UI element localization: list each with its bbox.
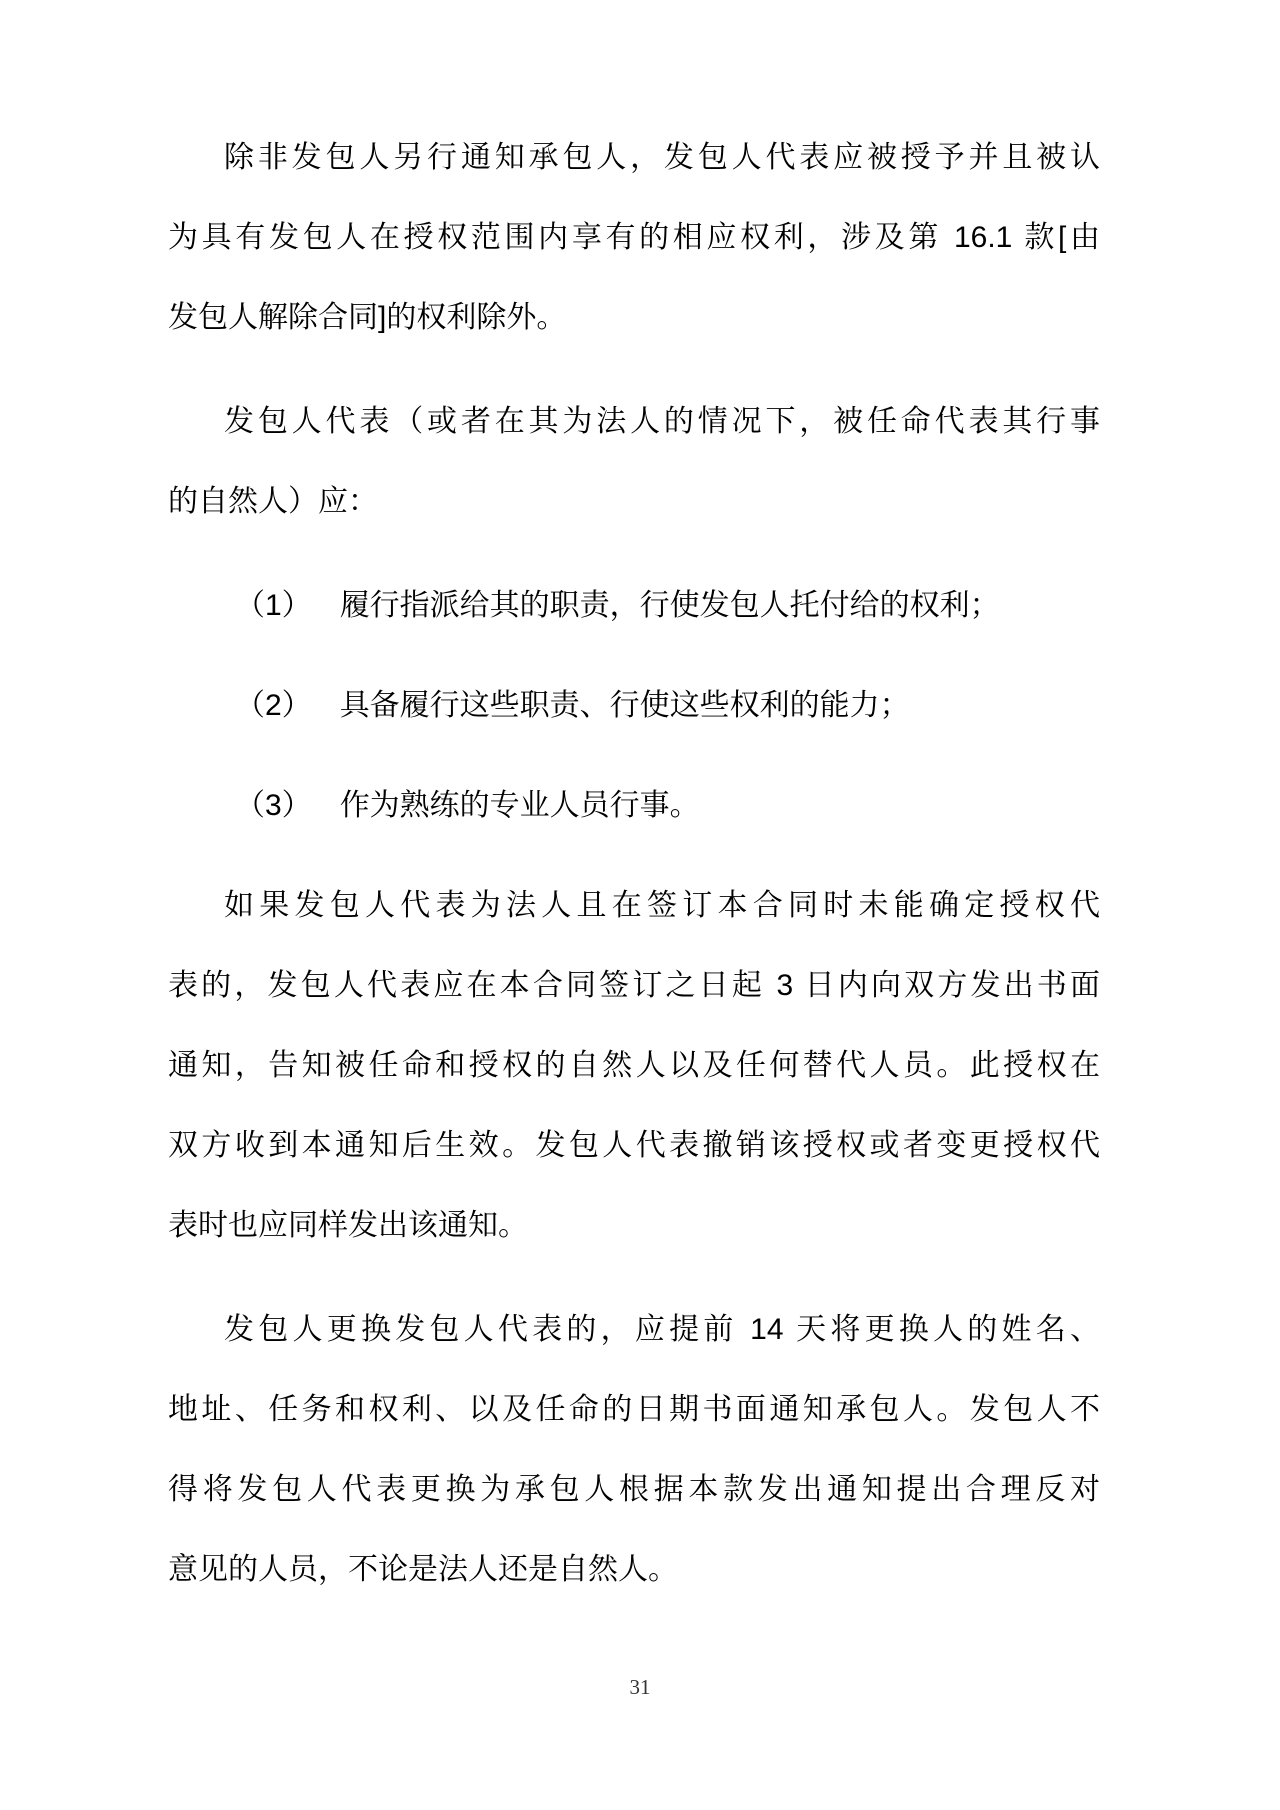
text-line: 得将发包人代表更换为承包人根据本款发出通知提出合理反对 [168,1473,1100,1506]
list-item-text: 具备履行这些职责、行使这些权利的能力； [339,689,910,722]
text-line: 发包人更换发包人代表的，应提前 14 天将更换人的姓名、 [224,1313,1100,1346]
page-number: 31 [629,1675,651,1699]
list-item [168,766,1100,846]
text-line: 发包人解除合同]的权利除外。 [168,301,567,334]
text-line: 为具有发包人在授权范围内享有的相应权利，涉及第 16.1 款[由 [168,221,1100,254]
text-line: 如果发包人代表为法人且在签订本合同时未能确定授权代 [224,889,1100,922]
text-line: 发包人代表（或者在其为法人的情况下，被任命代表其行事 [224,405,1100,438]
paragraph [168,118,1100,358]
text-line: 除非发包人另行通知承包人，发包人代表应被授予并且被认 [224,141,1100,174]
paragraph [168,382,1100,542]
text-line: 表时也应同样发出该通知。 [168,1209,528,1242]
list-item-number: （3） [235,789,312,822]
page-number-footer [0,1672,1280,1702]
text-line: 意见的人员，不论是法人还是自然人。 [168,1553,678,1586]
text-line: 通知，告知被任命和授权的自然人以及任何替代人员。此授权在 [168,1049,1100,1082]
list-item [168,566,1100,646]
list-item [168,666,1100,746]
list-item-number: （1） [235,589,312,622]
list-item-text: 履行指派给其的职责，行使发包人托付给的权利； [339,589,1000,622]
text-line: 表的，发包人代表应在本合同签订之日起 3 日内向双方发出书面 [168,969,1100,1002]
list-item-text: 作为熟练的专业人员行事。 [339,789,700,822]
list-item-number: （2） [235,689,312,722]
text-line: 的自然人）应： [168,485,378,518]
text-line: 地址、任务和权利、以及任命的日期书面通知承包人。发包人不 [168,1393,1100,1426]
text-line: 双方收到本通知后生效。发包人代表撤销该授权或者变更授权代 [168,1129,1100,1162]
paragraph [168,1290,1100,1610]
document-body [168,118,1100,1634]
paragraph [168,866,1100,1266]
